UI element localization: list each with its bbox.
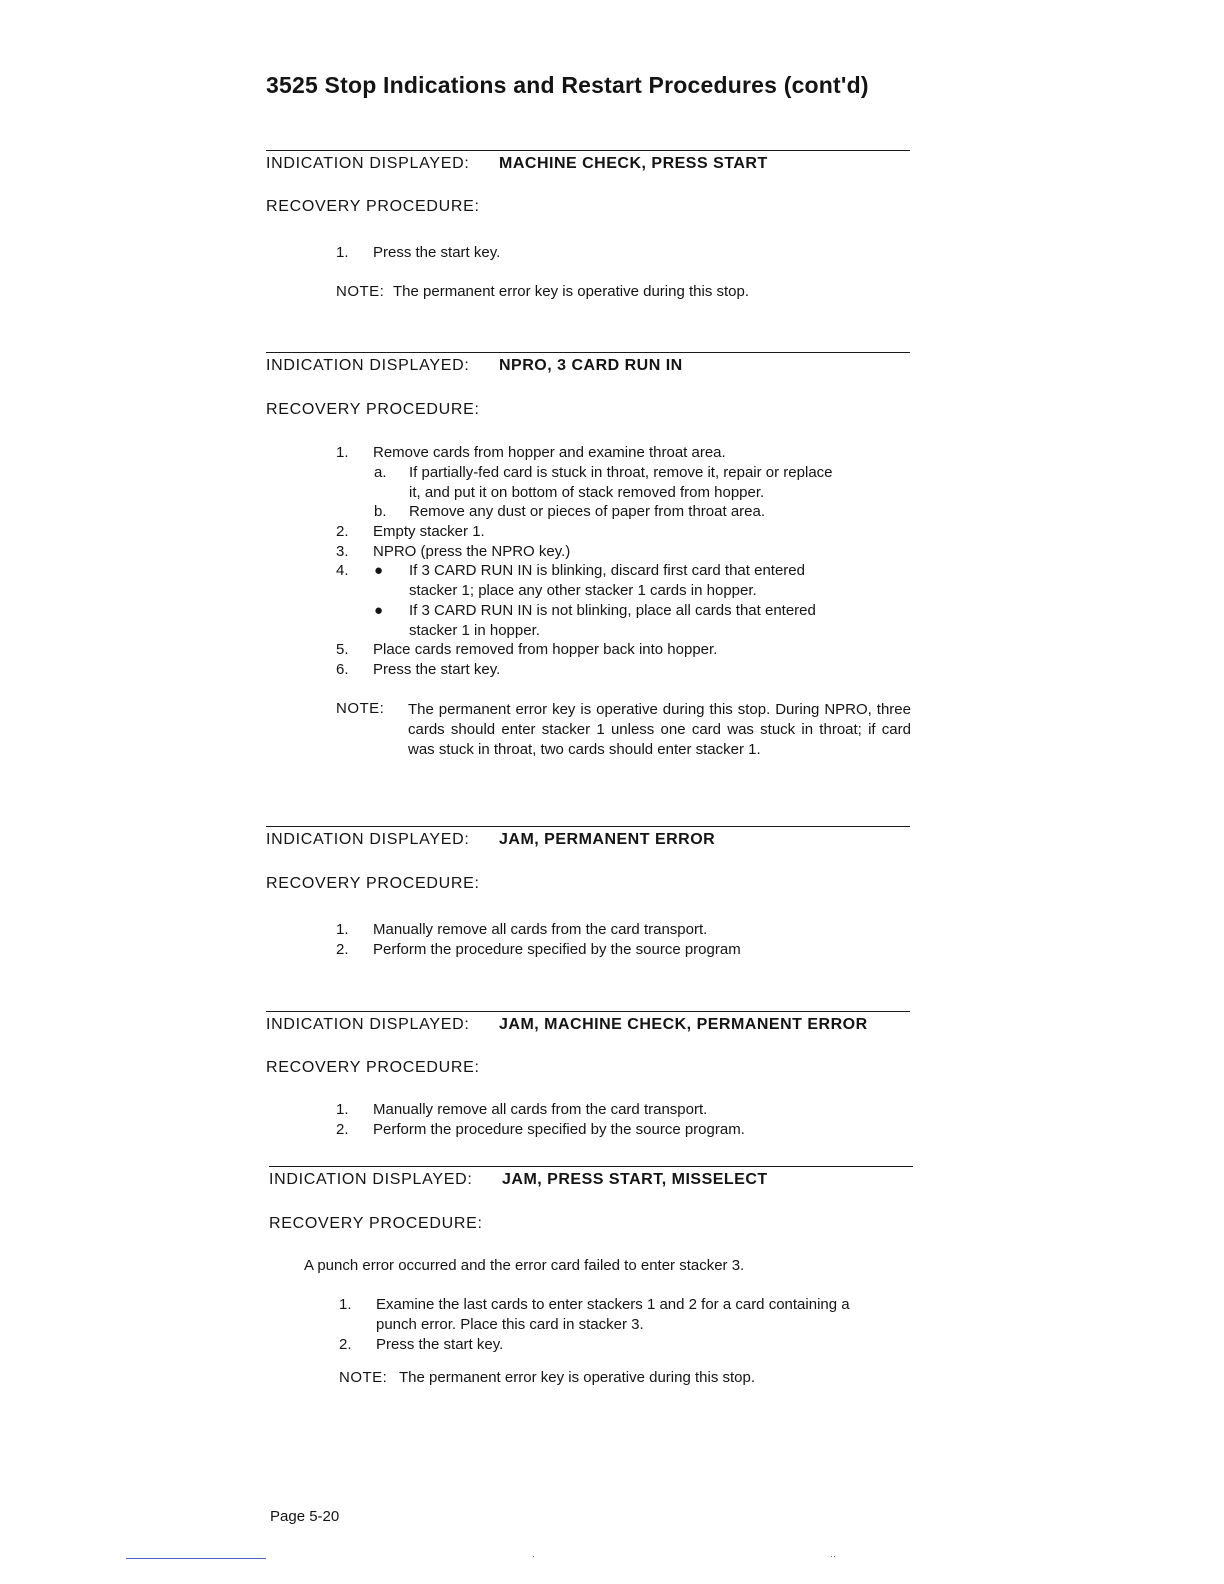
- recovery-procedure-label: RECOVERY PROCEDURE:: [266, 198, 480, 215]
- indication-value: MACHINE CHECK, PRESS START: [499, 155, 768, 172]
- indication-line: [266, 1016, 868, 1034]
- step-number: 2.: [336, 1121, 349, 1138]
- sub-step-text: If 3 CARD RUN IN is blinking, discard first card that entered: [409, 562, 805, 579]
- bullet-icon: ●: [374, 602, 384, 619]
- recovery-procedure-label: RECOVERY PROCEDURE:: [266, 1059, 480, 1076]
- step-number: 3.: [336, 543, 349, 560]
- intro-text: A punch error occurred and the error card failed to enter stacker 3.: [304, 1257, 745, 1274]
- sub-step-marker: a.: [374, 464, 387, 481]
- scan-speck: ·: [532, 1551, 535, 1561]
- step-number: 1.: [339, 1296, 352, 1313]
- indication-line: [269, 1171, 768, 1189]
- step-text: Empty stacker 1.: [373, 523, 485, 540]
- indication-line: [266, 831, 716, 849]
- step-number: 4.: [336, 562, 349, 579]
- step-text: Examine the last cards to enter stackers 1 and 2 for a card containing a: [376, 1296, 850, 1313]
- step-text: Perform the procedure specified by the source program.: [373, 1121, 745, 1138]
- note-label: NOTE:: [336, 700, 385, 717]
- step-text: Press the start key.: [373, 244, 501, 261]
- step-text: NPRO (press the NPRO key.): [373, 543, 571, 560]
- step-text: punch error. Place this card in stacker 3.: [376, 1316, 644, 1333]
- section-divider: [269, 1166, 913, 1167]
- indication-section-jam-machine-check: [266, 1011, 912, 1138]
- indication-label: INDICATION DISPLAYED:: [266, 357, 470, 374]
- step-number: 2.: [336, 523, 349, 540]
- indication-label: INDICATION DISPLAYED:: [266, 155, 470, 172]
- recovery-procedure-label: RECOVERY PROCEDURE:: [269, 1215, 483, 1232]
- indication-section-npro: [266, 352, 912, 758]
- step-number: 2.: [339, 1336, 352, 1353]
- page-title: 3525 Stop Indications and Restart Procedures (cont'd): [266, 72, 869, 98]
- step-text: Perform the procedure specified by the source program: [373, 941, 741, 958]
- indication-section-misselect: [269, 1166, 915, 1386]
- indication-section-machine-check: [266, 150, 912, 300]
- scan-edge-line: [126, 1558, 266, 1559]
- note-text: The permanent error key is operative during this stop.: [399, 1369, 756, 1386]
- sub-step-text: stacker 1; place any other stacker 1 cards in hopper.: [409, 582, 757, 599]
- step-number: 2.: [336, 941, 349, 958]
- step-text: Press the start key.: [373, 661, 501, 678]
- note-text: The permanent error key is operative during this stop. During NPRO, three cards should enter stacker 1 unless one card was stuck in throat; if card was stuck in throat, two cards should enter stacker 1.: [408, 701, 911, 758]
- step-text: Manually remove all cards from the card transport.: [373, 921, 708, 938]
- sub-step-text: Remove any dust or pieces of paper from throat area.: [409, 503, 766, 520]
- step-text: Press the start key.: [376, 1336, 504, 1353]
- step-text: Place cards removed from hopper back into hopper.: [373, 641, 718, 658]
- step-number: 1.: [336, 244, 349, 261]
- scan-speck: ··: [830, 1551, 836, 1561]
- section-divider: [266, 1011, 910, 1012]
- sub-step-marker: b.: [374, 503, 387, 520]
- sub-step-text: stacker 1 in hopper.: [409, 622, 540, 639]
- indication-section-jam-permanent-error: [266, 826, 912, 958]
- indication-value: JAM, PRESS START, MISSELECT: [502, 1171, 768, 1188]
- indication-label: INDICATION DISPLAYED:: [266, 831, 470, 848]
- section-divider: [266, 352, 910, 353]
- indication-label: INDICATION DISPLAYED:: [269, 1171, 473, 1188]
- step-text: Manually remove all cards from the card transport.: [373, 1101, 708, 1118]
- recovery-procedure-label: RECOVERY PROCEDURE:: [266, 875, 480, 892]
- note-label: NOTE:: [336, 283, 385, 300]
- indication-value: NPRO, 3 CARD RUN IN: [499, 357, 683, 374]
- indication-label: INDICATION DISPLAYED:: [266, 1016, 470, 1033]
- section-divider: [266, 826, 910, 827]
- note-text: The permanent error key is operative during this stop.: [393, 283, 750, 300]
- indication-line: [266, 155, 768, 173]
- step-number: 1.: [336, 921, 349, 938]
- sub-step-text: it, and put it on bottom of stack removed from hopper.: [409, 484, 765, 501]
- section-divider: [266, 150, 910, 151]
- note-label: NOTE:: [339, 1369, 388, 1386]
- bullet-icon: ●: [374, 562, 384, 579]
- sub-step-text: If partially-fed card is stuck in throat, remove it, repair or replace: [409, 464, 833, 481]
- indication-value: JAM, MACHINE CHECK, PERMANENT ERROR: [499, 1016, 868, 1033]
- indication-value: JAM, PERMANENT ERROR: [499, 831, 716, 848]
- page-number: Page 5-20: [270, 1508, 340, 1525]
- step-text: Remove cards from hopper and examine throat area.: [373, 444, 726, 461]
- sub-step-text: If 3 CARD RUN IN is not blinking, place all cards that entered: [409, 602, 816, 619]
- step-number: 6.: [336, 661, 349, 678]
- step-number: 1.: [336, 444, 349, 461]
- step-number: 1.: [336, 1101, 349, 1118]
- step-number: 5.: [336, 641, 349, 658]
- indication-line: [266, 357, 683, 375]
- recovery-procedure-label: RECOVERY PROCEDURE:: [266, 401, 480, 418]
